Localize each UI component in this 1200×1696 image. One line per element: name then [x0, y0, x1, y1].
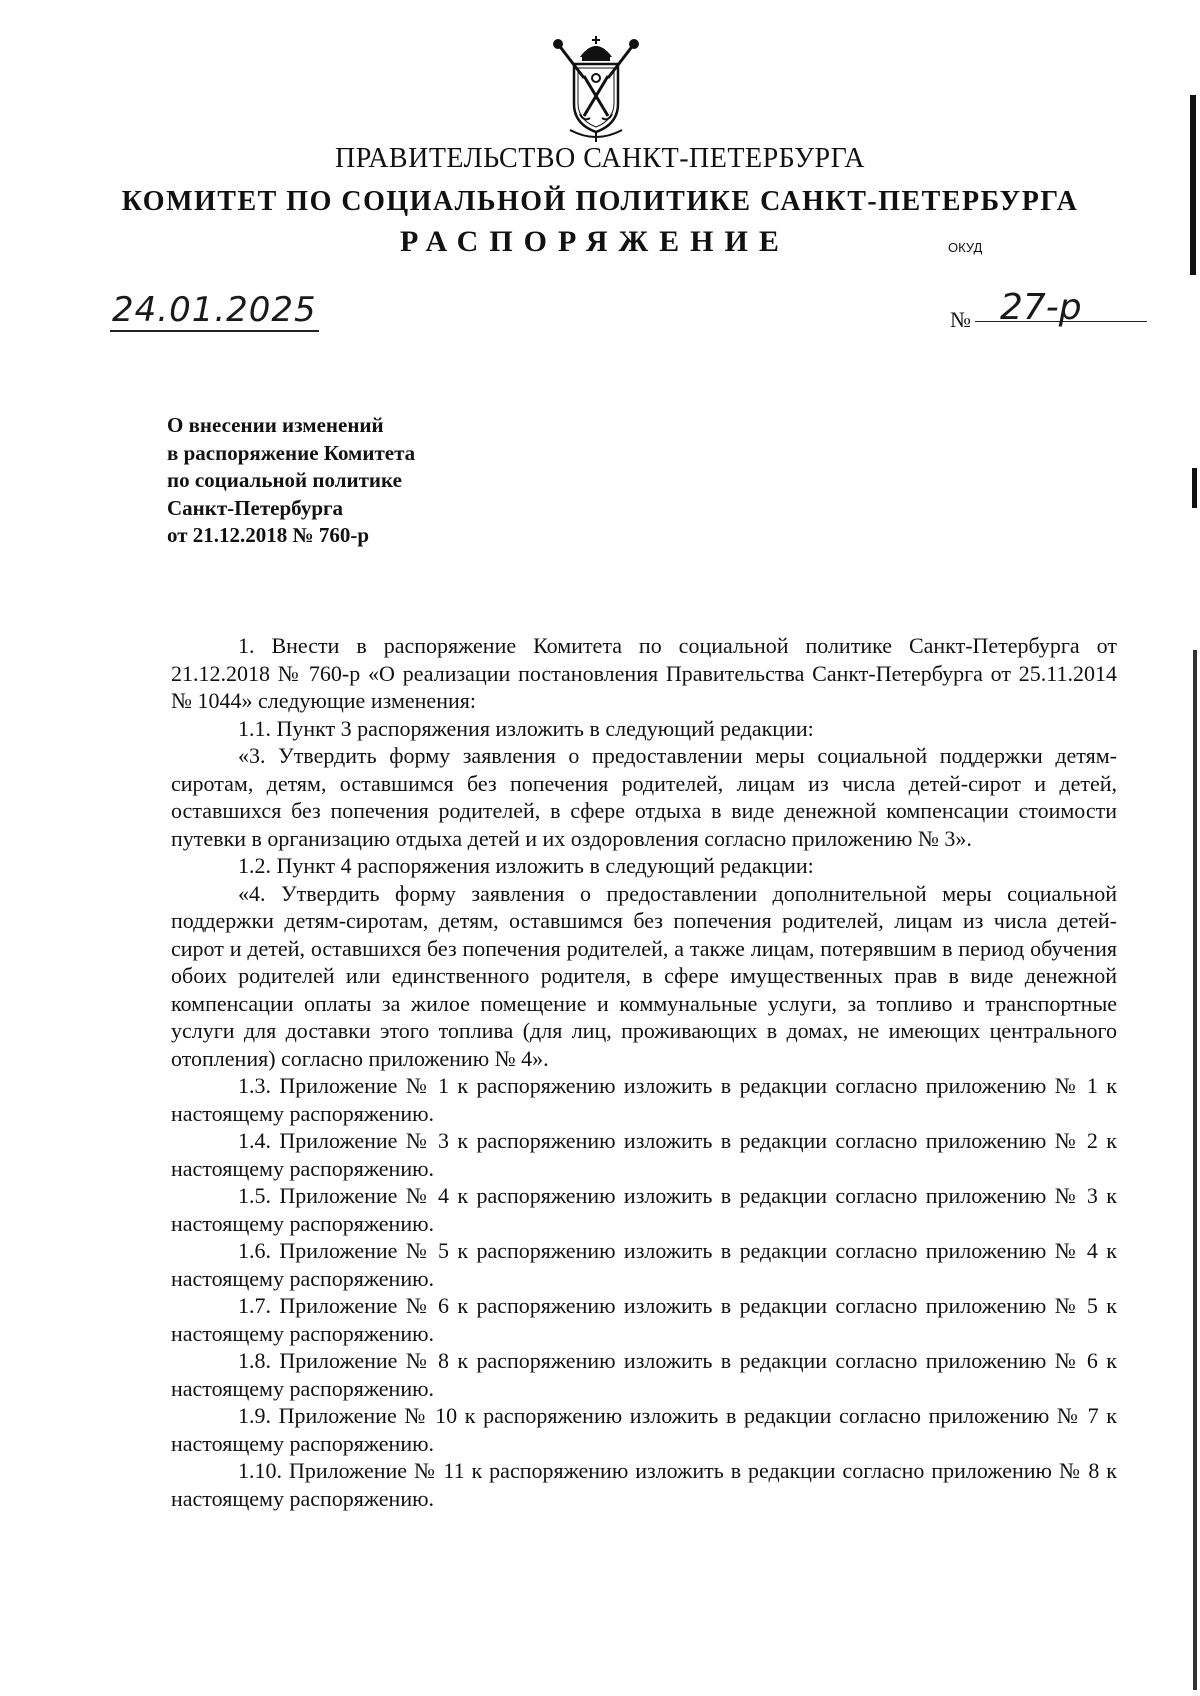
scan-edge-mark: [1193, 650, 1197, 1690]
body-paragraph: 1.3. Приложение № 1 к распоряжению изложить в редакции согласно приложению № 1 к настоящему распоряжению.: [171, 1073, 1117, 1126]
government-title: ПРАВИТЕЛЬСТВО САНКТ-ПЕТЕРБУРГА: [335, 143, 865, 174]
body-paragraph: 1.10. Приложение № 11 к распоряжению изложить в редакции согласно приложению № 8 к настоящему распоряжению.: [171, 1458, 1117, 1511]
handwritten-number: 27-р: [1000, 287, 1082, 328]
scan-edge-mark: [1192, 468, 1197, 508]
document-subject: [167, 412, 415, 550]
number-label: №: [950, 307, 971, 332]
subject-line: Санкт-Петербурга: [167, 495, 344, 520]
okud-label: ОКУД: [948, 240, 983, 255]
document-type: РАСПОРЯЖЕНИЕ: [400, 225, 790, 258]
body-paragraph: 1.9. Приложение № 10 к распоряжению изложить в редакции согласно приложению № 7 к настоящему распоряжению.: [171, 1403, 1117, 1456]
body-paragraph: 1.5. Приложение № 4 к распоряжению изложить в редакции согласно приложению № 3 к настоящему распоряжению.: [171, 1183, 1117, 1236]
body-paragraph: 1.7. Приложение № 6 к распоряжению изложить в редакции согласно приложению № 5 к настоящему распоряжению.: [171, 1293, 1117, 1346]
body-paragraph: 1.2. Пункт 4 распоряжения изложить в следующий редакции:: [238, 853, 814, 878]
subject-line: по социальной политике: [167, 468, 402, 492]
document-body: [171, 632, 1117, 1512]
committee-title: КОМИТЕТ ПО СОЦИАЛЬНОЙ ПОЛИТИКЕ САНКТ-ПЕТЕРБУРГА: [121, 186, 1079, 217]
body-paragraph: 1.8. Приложение № 8 к распоряжению изложить в редакции согласно приложению № 6 к настоящему распоряжению.: [171, 1348, 1117, 1401]
body-paragraph: «3. Утвердить форму заявления о предоставлении меры социальной поддержки детям-сиротам, детям, оставшимся без попечения родителей, лицам из числа детей-сирот и детей, оставшихся без попечения родителей, в сфере отдыха в виде денежной компенсации стоимости путевки в организацию отдыха детей и их оздоровления согласно приложению № 3».: [171, 743, 1117, 851]
body-paragraph: 1.6. Приложение № 5 к распоряжению изложить в редакции согласно приложению № 4 к настоящему распоряжению.: [171, 1238, 1117, 1291]
scan-edge-mark: [1190, 95, 1196, 275]
body-paragraph: 1.1. Пункт 3 распоряжения изложить в следующий редакции:: [238, 715, 814, 741]
body-paragraph: «4. Утвердить форму заявления о предоставлении дополнительной меры социальной поддержки детям-сиротам, детям, оставшимся без попечения родителей, лицам из числа детей-сирот и детей, оставшихся без попечения родителей, а также лицам, потерявшим в период обучения обоих родителей или единственного родителя, в сфере имущественных прав в виде денежной компенсации оплаты за жилое помещение и коммунальные услуги, за топливо и транспортные услуги для доставки этого топлива (для лиц, проживающих в домах, не имеющих центрального отопления) согласно приложению № 4».: [171, 880, 1117, 1071]
body-paragraph: 1. Внести в распоряжение Комитета по социальной политике Санкт-Петербурга от 21.12.2018 № 760-р «О реализации постановления Правительства Санкт-Петербурга от 25.11.2014 № 1044» следующие изменения:: [171, 633, 1117, 713]
subject-line: О внесении изменений: [167, 413, 384, 437]
subject-line: в распоряжение Комитета: [167, 440, 416, 465]
subject-line: от 21.12.2018 № 760-р: [167, 523, 370, 547]
body-paragraph: 1.4. Приложение № 3 к распоряжению изложить в редакции согласно приложению № 2 к настоящему распоряжению.: [171, 1128, 1117, 1181]
handwritten-date: 24.01.2025: [112, 290, 317, 330]
coat-of-arms-icon: [550, 34, 642, 144]
